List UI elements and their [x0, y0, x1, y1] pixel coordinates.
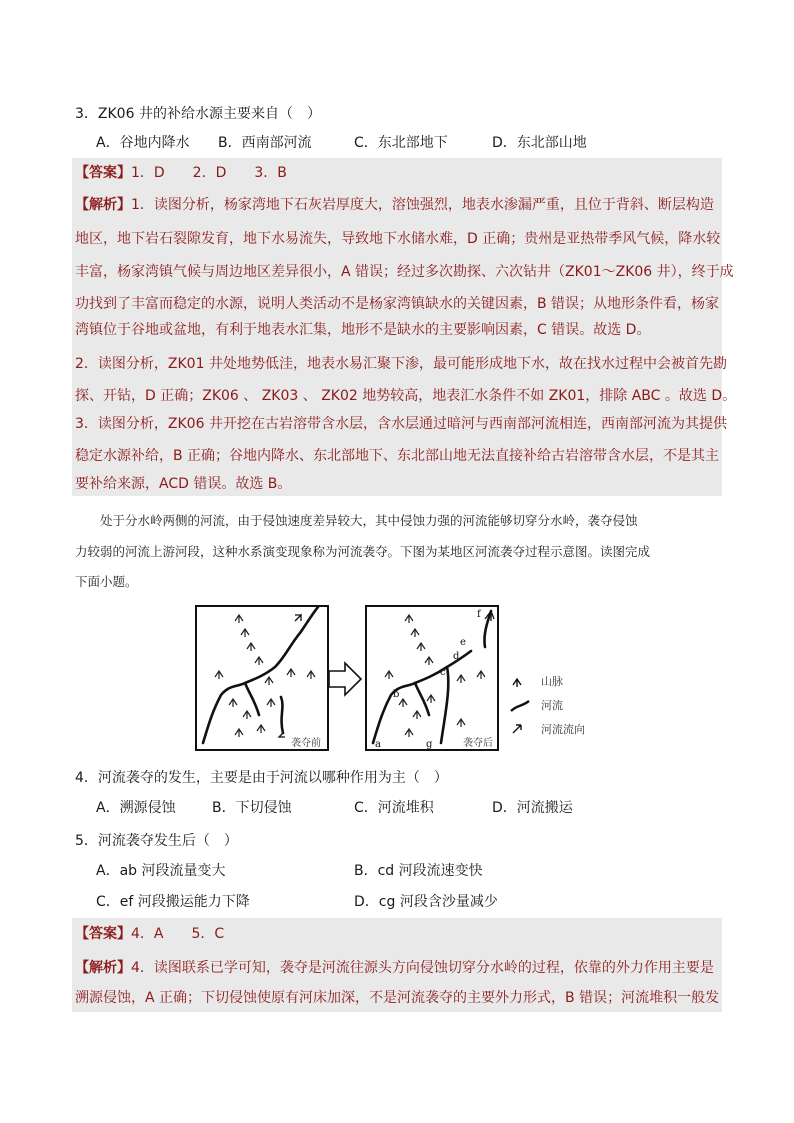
- answer-1: [75, 163, 287, 183]
- q5-option-c: C．ef 河段搬运能力下降: [96, 894, 250, 910]
- intro-line-2: 下面小题。: [75, 574, 138, 589]
- q3-option-c: C．东北部地下: [354, 135, 448, 151]
- transition-arrow: [329, 663, 361, 695]
- q5-option-d: D．cg 河段含沙量减少: [354, 894, 498, 910]
- question-3-stem: 3．ZK06 井的补给水源主要来自（ ）: [75, 106, 321, 122]
- legend-mountain-icon: [513, 679, 521, 687]
- question-5-stem: 5．河流袭夺发生后（ ）: [75, 833, 238, 849]
- label-a: a: [375, 739, 381, 750]
- caption-after: 袭夺后: [463, 738, 493, 749]
- legend-flow-icon: [513, 725, 521, 733]
- explanation-tag-2: 【解析】: [75, 960, 131, 976]
- explanation-1-line-5: 2．读图分析，ZK01 井处地势低洼，地表水易汇聚下渗，最可能形成地下水，故在找水过程中会被首先勘: [75, 356, 727, 372]
- answer-tag: 【答案】: [75, 165, 131, 181]
- q4-option-c: C．河流堆积: [354, 800, 434, 816]
- legend-flow-label: 河流流向: [541, 723, 585, 736]
- explanation-1-line-6: 探、开钻，D 正确；ZK06 、 ZK03 、 ZK02 地势较高，地表汇水条件不如 ZK01，排除 ABC 。故选 D。: [75, 388, 737, 404]
- explanation-1-line-9: 要补给来源，ACD 错误。故选 B。: [75, 476, 292, 492]
- point-labels: [375, 609, 482, 750]
- q4-option-d: D．河流搬运: [492, 800, 573, 816]
- answer-2: [75, 924, 224, 944]
- explanation-2-line-1: 溯源侵蚀，A 正确；下切侵蚀使原有河床加深，不是河流袭夺的主要外力形式，B 错误；河流堆积一般发: [75, 990, 720, 1006]
- explanation-tag: 【解析】: [75, 197, 131, 213]
- answer-text: 1．D 2．D 3．B: [131, 165, 287, 181]
- explanation-1-line-8: 稳定水源补给，B 正确；谷地内降水、东北部地下、东北部山地无法直接补给古岩溶带含水层，不是其主: [75, 448, 720, 464]
- legend-river-label: 河流: [541, 699, 563, 712]
- explanation-1-line-7: 3．读图分析，ZK06 井开挖在古岩溶带含水层，含水层通过暗河与西南部河流相连，西南部河流为其提供: [75, 416, 727, 432]
- rivers-after: [373, 611, 491, 743]
- explanation-1-line-2: 丰富，杨家湾镇气候与周边地区差异很小，A 错误；经过多次勘探、六次钻井（ZK01～ZK06 井），终于成: [75, 264, 734, 280]
- legend-river-icon: [511, 701, 529, 711]
- question-4-stem: 4．河流袭夺的发生，主要是由于河流以哪种作用为主（ ）: [75, 770, 448, 786]
- q5-option-b: B．cd 河段流速变快: [354, 863, 483, 879]
- legend-mountain-label: 山脉: [541, 675, 563, 688]
- label-f: f: [477, 609, 481, 620]
- label-c: c: [440, 667, 446, 678]
- q4-option-b: B．下切侵蚀: [212, 800, 292, 816]
- river-capture-figure: [195, 605, 605, 755]
- river-capture-diagram: [195, 605, 605, 755]
- caption-before: 袭夺前: [291, 738, 321, 749]
- q3-option-b: B．西南部河流: [218, 135, 312, 151]
- intro-line-0: 处于分水岭两侧的河流，由于侵蚀速度差异较大，其中侵蚀力强的河流能够切穿分水岭，袭夺侵蚀: [75, 513, 638, 528]
- rivers-before: [203, 607, 318, 743]
- q5-option-a: A．ab 河段流量变大: [96, 863, 226, 879]
- mountain-icons-after: [385, 615, 485, 737]
- answer-text-2: 4．A 5．C: [131, 926, 225, 942]
- answer-tag-2: 【答案】: [75, 926, 131, 942]
- label-g: g: [426, 739, 433, 750]
- label-b: b: [393, 689, 400, 700]
- intro-line-1: 力较弱的河流上游河段，这种水系演变现象称为河流袭夺。下图为某地区河流袭夺过程示意图。读图完成: [75, 544, 651, 559]
- explanation-1-line-4: 湾镇位于谷地或盆地，有利于地表水汇集，地形不是缺水的主要影响因素，C 错误。故选 D。: [75, 322, 651, 338]
- legend-symbols: [511, 679, 529, 733]
- q4-option-a: A．溯源侵蚀: [96, 800, 176, 816]
- explanation-1-line-1: 地区，地下岩石裂隙发育，地下水易流失，导致地下水储水难，D 正确；贵州是亚热带季风气候，降水较: [75, 231, 721, 247]
- label-e: e: [460, 637, 466, 648]
- explanation-1-line-3: 功找到了丰富而稳定的水源，说明人类活动不是杨家湾镇缺水的关键因素，B 错误；从地形条件看，杨家: [75, 296, 720, 312]
- label-d: d: [453, 651, 460, 662]
- q3-option-a: A．谷地内降水: [96, 135, 190, 151]
- explanation-1-line-0: 【解析】1．读图分析，杨家湾地下石灰岩厚度大，溶蚀强烈，地表水渗漏严重，且位于背斜、断层构造: [75, 197, 714, 213]
- q3-option-d: D．东北部山地: [492, 135, 587, 151]
- explanation-2-line-0: 【解析】4．读图联系已学可知，袭夺是河流往源头方向侵蚀切穿分水岭的过程，依靠的外力作用主要是: [75, 960, 714, 976]
